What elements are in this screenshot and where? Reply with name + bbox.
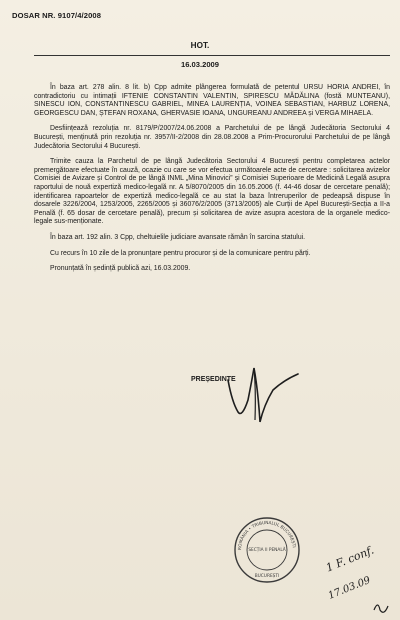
paragraph-desfiinteaza: Desființează rezoluția nr. 8179/P/2007/24.06.2008 a Parchetului de pe lângă Judecătoria Sectorului 4 București, menținută prin rezoluția nr. 3957/II-2/2008 din 28.08.2008 a Prim-Procurorului Parchetului de pe lângă Judecătoria Sectorului 4 București. (34, 125, 390, 150)
handwritten-note (322, 532, 394, 618)
handnote-line-1: 1 F. conf. (324, 543, 376, 575)
document-date: 16.03.2009 (180, 60, 219, 69)
handwritten-signature (218, 360, 318, 430)
paragraph-cheltuieli: În baza art. 192 alin. 3 Cpp, cheltuielile judiciare avansate rămân în sarcina statului. (50, 233, 306, 241)
paragraph-recurs: Cu recurs în 10 zile de la pronunțare pentru procuror și de la comunicare pentru părți. (50, 249, 311, 257)
title-underline (34, 55, 390, 56)
document-body (34, 84, 390, 281)
handnote-line-2: 17.03.09 (326, 574, 373, 602)
signature-label: PREȘEDINTE (191, 376, 236, 383)
paragraph-admite: În baza art. 278 alin. 8 lit. b) Cpp admite plângerea formulată de petentul URSU HORIA ANDREI, în contradictoriu cu intimații IFTENIE CONSTANTIN VALENTIN, SPIRESCU MĂDĂLINA (fostă MUNTEANU), SINESCU ION, CONSTANTINESCU GABRIEL, MINEA LAURENȚIA, VOINEA SEBASTIAN, HARBUZ LORENA, GEORGESCU DAN, ȘTEFAN ROXANA, GHERVASIE IOANA, UNGUREANU ANDREEA și VERGA MIHAELA. (34, 84, 390, 117)
court-stamp (232, 515, 302, 585)
stamp-center-text: SECȚIA II PENALĂ (248, 548, 286, 553)
stamp-bottom-text: BUCUREȘTI (254, 574, 280, 579)
document-title: HOT. (190, 41, 210, 50)
paragraph-trimite: Trimite cauza la Parchetul de pe lângă Judecătoria Sectorului 4 București pentru completarea actelor premergătoare efectuate în cauză, ocazie cu care se vor efectua următoarele acte de cercetare : solicitarea avizelor Comisiei de Avizare și Control de pe lângă INML „Mina Minovici” și Comisiei Superioare de Medicină Legală asupra raportului de nouă expertiză medico-legală nr. A 5/8070/2005 din 16.05.2006 (f. 44-46 dosar de cercetare penală); identificarea rapoartelor de expertiză medico-legală ce au stat la baza întreruperilor de pedeapsă dispuse în dosarele 3226/2004, 1253/2005, 2265/2005 și 36076/2/2005 (3713/2005) ale Curții de Apel București-Secția a II-a Penală (f. 65 dosar de cercetare penală), precum și solicitarea de avize asupra acestora de la organele medico-legale sus-menționate. (34, 158, 390, 226)
stamp-ring-text: ROMÂNIA • TRIBUNALUL BUCUREȘTI (237, 520, 296, 551)
paragraph-pronuntata: Pronunțată în ședință publică azi, 16.03.2009. (50, 265, 191, 273)
case-number: DOSAR NR. 9107/4/2008 (12, 11, 102, 20)
